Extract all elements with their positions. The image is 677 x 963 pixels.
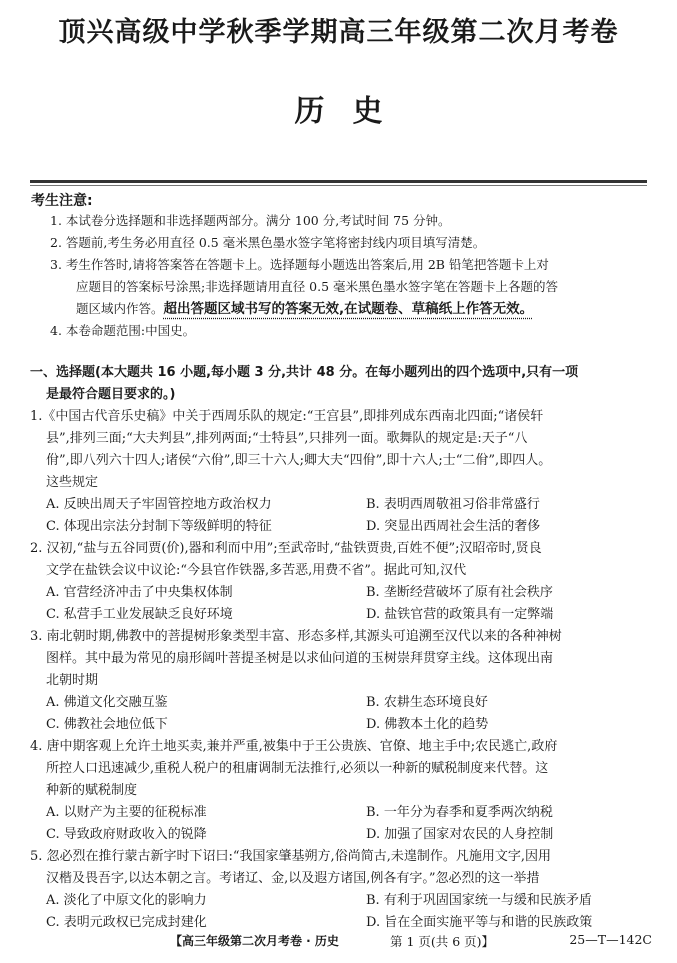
section-heading-line-2: 是最符合题目要求的。) [46, 387, 176, 402]
notice-item-2: 2. 答题前,考生务必用直径 0.5 毫米黑色墨水签字笔将密封线内项目填写清楚。 [50, 235, 486, 250]
option-a: A. 反映出周天子牢固管控地方政治权力 [46, 497, 272, 512]
page-footer [0, 932, 677, 954]
question-stem-line: 文学在盐铁会议中议论:“今县官作铁器,多苦恶,用费不省”。据此可知,汉代 [46, 563, 467, 578]
notice-item-1: 1. 本试卷分选择题和非选择题两部分。满分 100 分,考试时间 75 分钟。 [50, 213, 451, 228]
question-stem-line: 3. 南北朝时期,佛教中的菩提树形象类型丰富、形态多样,其源头可追溯至汉代以来的各种神树 [30, 629, 562, 644]
option-d: D. 突显出西周社会生活的奢侈 [366, 519, 541, 534]
question [30, 626, 655, 736]
option-d: D. 旨在全面实施平等与和谐的民族政策 [366, 915, 593, 930]
question [30, 846, 655, 934]
question [30, 538, 655, 626]
question-stem-line: 5. 忽必烈在推行蒙古新字时下诏曰:“我国家肇基朔方,俗尚简古,未遑制作。凡施用文字,因用 [30, 849, 551, 864]
footer-page-number: 第 1 页(共 6 页)】 [390, 934, 495, 949]
option-c: C. 表明元政权已完成封建化 [46, 915, 207, 930]
divider-rule-thin [30, 185, 647, 186]
notice-item-3-line-2: 应题目的答案标号涂黑;非选择题请用直径 0.5 毫米黑色墨水签字笔在答题卡上各题的答 [76, 279, 559, 294]
answer-options [30, 582, 655, 626]
section-heading-line-1: 一、选择题(本大题共 16 小题,每小题 3 分,共计 48 分。在每小题列出的四个选项中,只有一项 [30, 365, 579, 380]
answer-options [30, 802, 655, 846]
option-b: B. 表明西周敬祖习俗非常盛行 [366, 497, 540, 512]
option-b: B. 有利于巩固国家统一与缓和民族矛盾 [366, 893, 592, 908]
option-a: A. 官营经济冲击了中央集权体制 [46, 585, 233, 600]
question-stem [30, 538, 655, 582]
option-c: C. 体现出宗法分封制下等级鲜明的特征 [46, 519, 272, 534]
question-stem [30, 406, 655, 494]
option-d: D. 佛教本土化的趋势 [366, 717, 489, 732]
footer-exam-label: 【高三年级第二次月考卷 · 历史 [170, 934, 339, 948]
question-stem-line: 这些规定 [46, 475, 99, 490]
subject-title: 历史 [294, 94, 411, 129]
question-stem [30, 846, 655, 890]
answer-options [30, 692, 655, 736]
question [30, 406, 655, 538]
option-a: A. 佛道文化交融互鉴 [46, 695, 168, 710]
option-a: A. 以财产为主要的征税标准 [46, 805, 207, 820]
notice-item-3: 3. 考生作答时,请将答案答在答题卡上。选择题每小题选出答案后,用 2B 铅笔把答题卡上对 [50, 257, 549, 272]
question-stem-line: 汉楷及畏吾字,以达本朝之言。考诸辽、金,以及遐方诸国,例各有字。”忽必烈的这一举措 [46, 871, 540, 886]
question-stem-line: 县”,排列三面;“大夫判县”,排列两面;“士特县”,只排列一面。歌舞队的规定是:天子“八 [46, 431, 528, 446]
option-b: B. 农耕生态环境良好 [366, 695, 488, 710]
exam-title: 顶兴高级中学秋季学期高三年级第二次月考卷 [58, 17, 619, 48]
question-stem-line: 4. 唐中期客观上允许土地买卖,兼并严重,被集中于王公贵族、官僚、地主手中;农民逃亡,政府 [30, 739, 558, 754]
question-stem [30, 736, 655, 802]
question-stem-line: 2. 汉初,“盐与五谷同贾(价),器和利而中用”;至武帝时,“盐铁贾贵,百姓不便”;汉昭帝时,贤良 [30, 541, 542, 556]
question-stem [30, 626, 655, 692]
question-stem-line: 1.《中国古代音乐史稿》中关于西周乐队的规定:“王宫县”,即排列成东西南北四面;“诸侯轩 [30, 409, 544, 424]
question-stem-line: 佾”,即八列六十四人;诸侯“六佾”,即三十六人;卿大夫“四佾”,即十六人;士“二佾”,即四人。 [46, 453, 552, 468]
option-d: D. 加强了国家对农民的人身控制 [366, 827, 554, 842]
question-stem-line: 图样。其中最为常见的扇形阔叶菩提圣树是以求仙问道的玉树崇拜贯穿主线。这体现出南 [46, 651, 554, 666]
question-section [30, 362, 655, 934]
question-stem-line: 种新的赋税制度 [46, 783, 138, 798]
question [30, 736, 655, 846]
notice-list [50, 210, 650, 342]
option-a: A. 淡化了中原文化的影响力 [46, 893, 207, 908]
notice-item-4: 4. 本卷命题范围:中国史。 [50, 323, 196, 338]
divider-rule [30, 180, 647, 183]
section-heading [30, 362, 655, 406]
option-c: C. 私营手工业发展缺乏良好环境 [46, 607, 233, 622]
question-stem-line: 所控人口迅速减少,重税人税户的租庸调制无法推行,必须以一种新的赋税制度来代替。这 [46, 761, 549, 776]
answer-options [30, 890, 655, 934]
notice-emphasis: 超出答题区域书写的答案无效,在试题卷、草稿纸上作答无效。 [163, 301, 534, 317]
option-d: D. 盐铁官营的政策具有一定弊端 [366, 607, 554, 622]
notice-item-3-line-3 [50, 298, 650, 320]
option-c: C. 导致政府财政收入的锐降 [46, 827, 207, 842]
notice-item-3-tail: 题区域内作答。 [76, 301, 164, 316]
option-b: B. 垄断经营破坏了原有社会秩序 [366, 585, 553, 600]
notice-heading: 考生注意: [31, 193, 93, 209]
question-stem-line: 北朝时期 [46, 673, 99, 688]
option-c: C. 佛教社会地位低下 [46, 717, 168, 732]
footer-code: 25—T—142C [569, 932, 652, 947]
answer-options [30, 494, 655, 538]
option-b: B. 一年分为春季和夏季两次纳税 [366, 805, 553, 820]
